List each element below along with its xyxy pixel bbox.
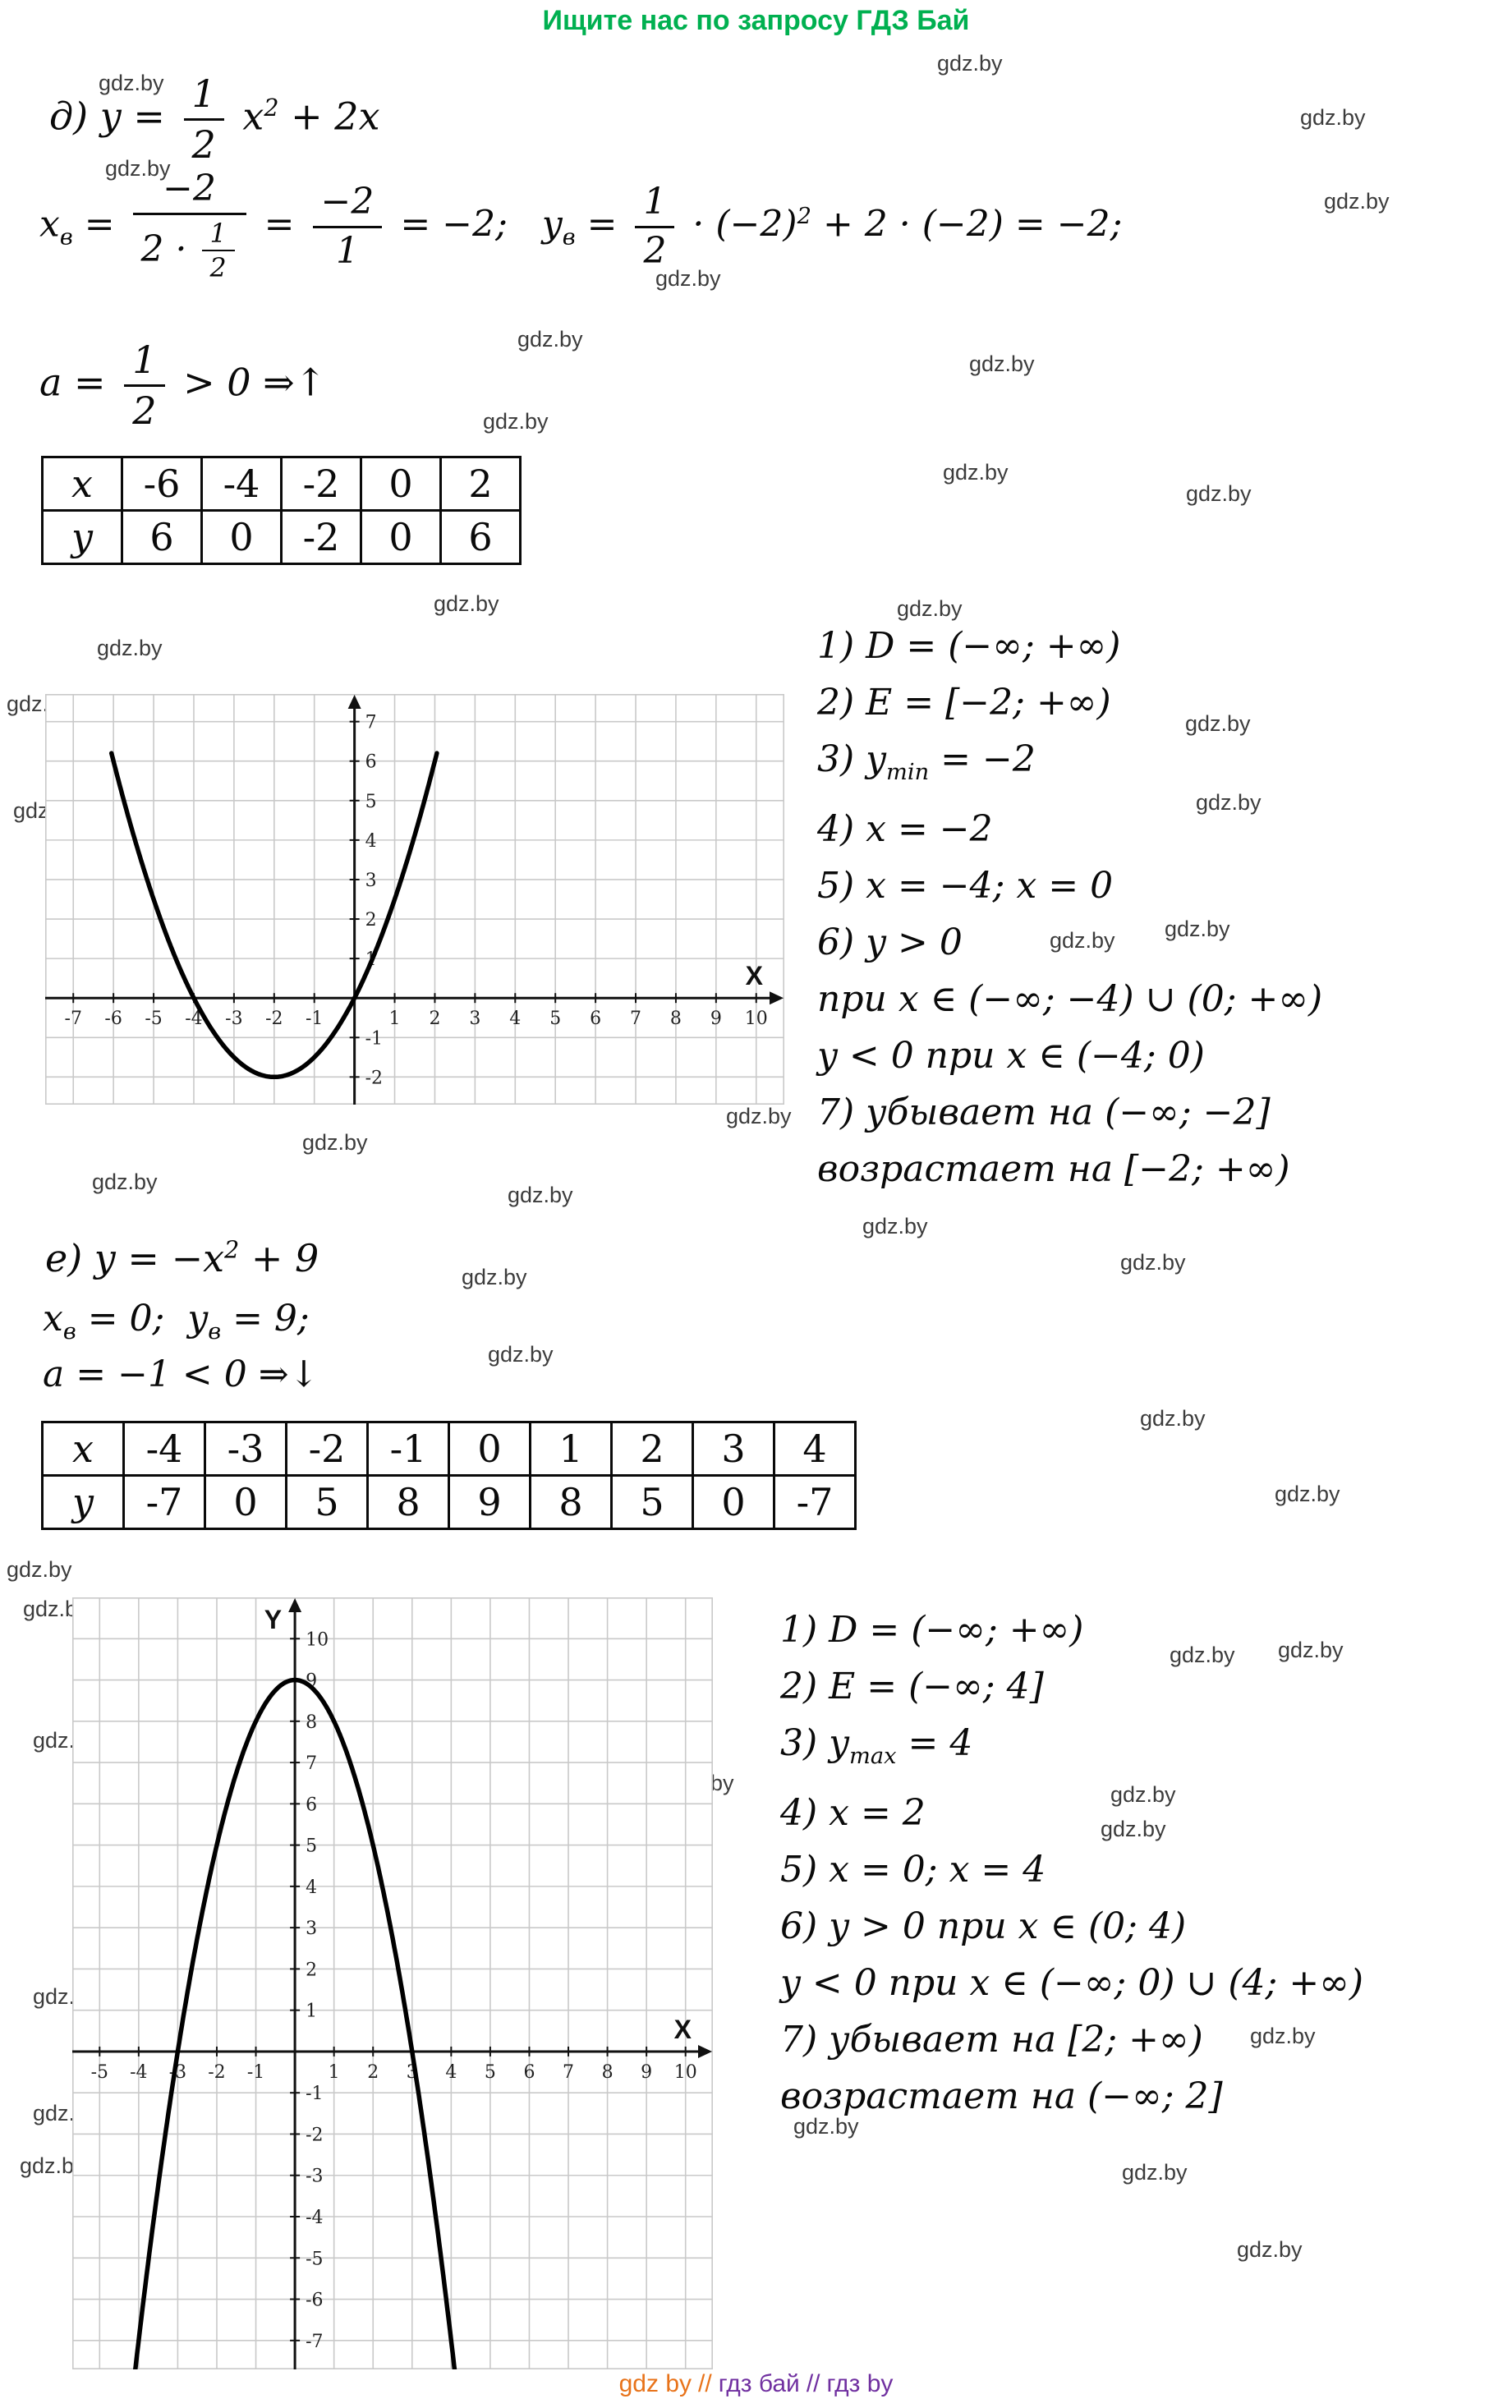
x-tick-label: -3 [168, 2061, 187, 2083]
watermark: gdz.by [1278, 1638, 1344, 1662]
watermark: gdz.by [23, 1597, 89, 1621]
grid-border [46, 695, 784, 1104]
x-tick-label: -3 [225, 1009, 243, 1030]
y-tick-label: 5 [365, 791, 377, 812]
x-tick-label: -2 [265, 1009, 283, 1030]
property-line: 1) D = (−∞; +∞) [817, 625, 1121, 667]
x-axis-arrow [770, 991, 784, 1004]
x-tick-label: 2 [429, 1009, 441, 1030]
property-line: 7) убывает на (−∞; −2] [817, 1091, 1271, 1133]
x-tick-label: 1 [328, 2061, 340, 2083]
table-cell: 0 [202, 511, 282, 564]
table-cell: 0 [449, 1422, 531, 1476]
x-tick-label: 9 [641, 2061, 653, 2083]
y-axis-arrow [348, 695, 361, 709]
x-tick-label: 3 [469, 1009, 481, 1030]
x-tick-label: 6 [523, 2061, 535, 2083]
watermark: gdz.by [7, 1557, 72, 1582]
table-row [43, 457, 521, 511]
watermark: gdz.by [1101, 1817, 1166, 1841]
y-tick-label: -3 [306, 2166, 324, 2187]
y-tick-label: -2 [365, 1068, 384, 1089]
footer-link[interactable]: гдз бай [718, 2370, 800, 2397]
table-row-label: x [43, 1422, 124, 1476]
table-cell: 6 [122, 511, 202, 564]
watermark: gdz.by [726, 1104, 792, 1128]
watermark: gdz.by [943, 460, 1009, 485]
properties-list-d [817, 618, 1322, 1197]
watermark: gdz.by [1170, 1643, 1235, 1667]
y-tick-label: 10 [306, 1629, 329, 1651]
watermark: gdz.by [1275, 1482, 1340, 1506]
x-tick-label: 5 [484, 2061, 496, 2083]
watermark: gdz.by [302, 1130, 368, 1155]
property-line: 1) D = (−∞; +∞) [780, 1609, 1084, 1651]
watermark: gdz.by [33, 1984, 99, 2009]
watermark: gdz.by [1122, 2160, 1188, 2185]
x-tick-label: 3 [406, 2061, 418, 2083]
watermark: gdz.by [97, 636, 163, 660]
property-line: 2) E = (−∞; 4] [780, 1666, 1044, 1707]
footer-link[interactable]: // [698, 2370, 712, 2397]
promo-banner: Ищите нас по запросу ГДЗ Бай [542, 5, 970, 36]
x-tick-label: -5 [90, 2061, 109, 2083]
y-tick-label: 1 [365, 949, 377, 971]
x-tick-label: 4 [509, 1009, 522, 1030]
y-tick-label: -5 [306, 2249, 324, 2270]
table-row [43, 1476, 856, 1529]
equation-e: е) $y = -x^2 + 9$ [45, 1236, 319, 1280]
table-cell: -4 [124, 1422, 205, 1476]
table-cell: 2 [612, 1422, 693, 1476]
x-tick-label: -6 [104, 1009, 122, 1030]
watermark: gdz.by [862, 1214, 928, 1238]
x-tick-label: 2 [367, 2061, 379, 2083]
property-line: 3) $y_{min} = -2$ [817, 738, 1036, 785]
table-row-label: x [43, 457, 122, 511]
property-line: y < 0 при x ∈ (−4; 0) [817, 1034, 1205, 1077]
watermark: gdz.by [1050, 928, 1115, 953]
y-tick-label: 6 [365, 751, 377, 773]
properties-list-e [780, 1602, 1363, 2125]
table-cell: -2 [287, 1422, 368, 1476]
table-cell: 9 [449, 1476, 531, 1529]
y-tick-label: -1 [306, 2084, 324, 2105]
table-cell: 6 [441, 511, 521, 564]
property-line: 5) x = −4; x = 0 [817, 864, 1114, 907]
watermark: gdz.by [7, 692, 72, 716]
y-tick-label: -6 [306, 2290, 324, 2311]
watermark: gdz.by [669, 1771, 734, 1795]
watermark: gdz.by [1324, 189, 1390, 214]
table-cell: -7 [774, 1476, 856, 1529]
x-axis-label: X [745, 961, 763, 991]
watermark: gdz.by [1237, 2237, 1303, 2262]
x-tick-label: -4 [130, 2061, 148, 2083]
y-tick-label: 6 [306, 1795, 318, 1816]
table-row-label: y [43, 1476, 124, 1529]
watermark: gdz.by [969, 352, 1035, 376]
table-cell: -4 [202, 457, 282, 511]
y-tick-label: 7 [365, 712, 377, 733]
x-axis-arrow [698, 2045, 712, 2058]
leading-coeff-e: a = −1 < 0 ⇒↓ [43, 1353, 319, 1395]
watermark: gdz.by [508, 1183, 573, 1207]
property-line: 7) убывает на [2; +∞) [780, 2018, 1203, 2061]
x-tick-label: 7 [563, 2061, 575, 2083]
x-tick-label: -5 [145, 1009, 163, 1030]
watermark: gdz.by [655, 266, 721, 291]
y-axis-label: Y [264, 1605, 283, 1634]
watermark: gdz.by [483, 409, 549, 434]
y-tick-label: 3 [365, 870, 377, 891]
property-line: 5) x = 0; x = 4 [780, 1848, 1046, 1891]
watermark: gdz.by [1196, 790, 1262, 815]
x-tick-label: 9 [710, 1009, 722, 1030]
y-tick-label: 1 [306, 2001, 318, 2022]
vertex-calc-e: $x_в = 0$; $y_в = 9$; [43, 1298, 310, 1344]
watermark: gdz.by [92, 1170, 158, 1194]
watermark: gdz.by [1165, 917, 1230, 941]
y-tick-label: 2 [306, 1960, 318, 1981]
x-tick-label: -1 [246, 2061, 265, 2083]
watermark: gdz.by [33, 1728, 99, 1753]
table-cell: -2 [282, 457, 361, 511]
watermark: gdz.by [1110, 1782, 1176, 1807]
property-line: y < 0 при x ∈ (−∞; 0) ∪ (4; +∞) [780, 1961, 1364, 2004]
watermark: gdz.by [462, 1265, 527, 1289]
watermark: gdz.by [458, 2321, 524, 2346]
table-cell: 0 [693, 1476, 774, 1529]
table-cell: 8 [531, 1476, 612, 1529]
equation-d: д) y = $\frac{1}{2}$ $x^2 + 2x$ [49, 71, 380, 167]
table-row [43, 511, 521, 564]
property-line: 4) x = 2 [780, 1791, 926, 1834]
watermark: gdz.by [488, 1342, 554, 1367]
table-cell: 5 [612, 1476, 693, 1529]
property-line: 6) y > 0 [817, 921, 963, 963]
y-axis-arrow [288, 1598, 301, 1612]
x-tick-label: -4 [185, 1009, 203, 1030]
x-tick-label: 10 [673, 2061, 697, 2083]
watermark: gdz.by [517, 327, 583, 352]
grid-border [73, 1598, 712, 2369]
x-tick-label: -2 [208, 2061, 226, 2083]
x-tick-label: 5 [549, 1009, 562, 1030]
table-cell: 0 [361, 511, 441, 564]
watermark: gdz.by [937, 51, 1003, 76]
y-tick-label: 9 [306, 1670, 318, 1692]
watermark: gdz.by [99, 71, 164, 95]
table-cell: 4 [774, 1422, 856, 1476]
x-tick-label: -1 [305, 1009, 324, 1030]
table-cell: -3 [205, 1422, 287, 1476]
watermark: gdz.by [105, 156, 171, 181]
table-cell: 1 [531, 1422, 612, 1476]
watermark: gdz.by [1185, 711, 1251, 736]
property-line: возрастает на [−2; +∞) [817, 1147, 1290, 1190]
x-tick-label: 8 [601, 2061, 614, 2083]
footer-link[interactable]: gdz by [618, 2370, 692, 2397]
watermark: gdz.by [1140, 1406, 1206, 1431]
x-axis-label: X [673, 2014, 692, 2044]
watermark: gdz.by [434, 591, 499, 616]
parabola-graph-d [45, 694, 784, 1105]
table-row-label: y [43, 511, 122, 564]
table-cell: 2 [441, 457, 521, 511]
x-tick-label: 1 [388, 1009, 401, 1030]
watermark: gdz.by [33, 2101, 99, 2125]
watermark: gdz.by [623, 2321, 688, 2346]
table-cell: -6 [122, 457, 202, 511]
x-tick-label: 7 [630, 1009, 642, 1030]
property-line: 6) y > 0 при x ∈ (0; 4) [780, 1905, 1187, 1947]
watermark: gdz.by [1250, 2024, 1316, 2048]
x-tick-label: 6 [590, 1009, 602, 1030]
table-cell: 5 [287, 1476, 368, 1529]
table-cell: -2 [282, 511, 361, 564]
property-line: при x ∈ (−∞; −4) ∪ (0; +∞) [817, 977, 1323, 1020]
table-cell: -7 [124, 1476, 205, 1529]
y-tick-label: 7 [306, 1753, 318, 1775]
value-table-e [41, 1421, 857, 1530]
property-line: возрастает на (−∞; 2] [780, 2075, 1223, 2117]
table-cell: 3 [693, 1422, 774, 1476]
leading-coeff-d: a = $\frac{1}{2}$ > 0 ⇒↑ [39, 338, 327, 433]
footer-link[interactable]: гдз by [826, 2370, 894, 2397]
x-tick-label: -7 [64, 1009, 82, 1030]
table-cell: 8 [368, 1476, 449, 1529]
x-tick-label: 10 [744, 1009, 768, 1030]
y-tick-label: 5 [306, 1836, 318, 1857]
table-row [43, 1422, 856, 1476]
watermark: gdz.by [1120, 1250, 1186, 1275]
property-line: 3) $y_{max} = 4$ [780, 1722, 973, 1769]
watermark: gdz.by [20, 2153, 85, 2178]
y-tick-label: 3 [306, 1919, 318, 1940]
watermark: gdz.by [399, 1869, 465, 1894]
watermark: gdz.by [1186, 481, 1252, 506]
watermark: gdz.by [1300, 105, 1366, 130]
y-tick-label: -2 [306, 2125, 324, 2146]
y-tick-label: 4 [306, 1877, 318, 1898]
footer-link[interactable]: // [806, 2370, 820, 2397]
table-cell: 0 [361, 457, 441, 511]
y-tick-label: -1 [365, 1028, 384, 1050]
value-table-d [41, 456, 522, 565]
x-tick-label: 4 [445, 2061, 457, 2083]
parabola-graph-e [72, 1597, 713, 2369]
watermark: gdz.by [793, 2114, 859, 2139]
y-tick-label: 2 [365, 910, 377, 931]
watermark: gdz.by [897, 596, 963, 621]
y-tick-label: 4 [365, 830, 377, 852]
y-tick-label: -7 [306, 2331, 324, 2352]
watermark: gdz.by [13, 798, 79, 823]
property-line: 4) x = −2 [817, 807, 993, 850]
footer-links[interactable] [0, 2370, 1512, 2398]
y-tick-label: -4 [306, 2208, 324, 2229]
table-cell: 0 [205, 1476, 287, 1529]
y-tick-label: 8 [306, 1712, 318, 1733]
table-cell: -1 [368, 1422, 449, 1476]
x-tick-label: 8 [669, 1009, 682, 1030]
vertex-calc-d: $x_в$ = −2 2 · $\frac{1}{2}$ = $\frac{-2}{1}$ = −2; $y_в$ = $\frac{1}{2}$ · $(-2)^2 + 2 \cdot (-2) = -2$; [39, 168, 1123, 284]
property-line: 2) E = [−2; +∞) [817, 682, 1111, 724]
